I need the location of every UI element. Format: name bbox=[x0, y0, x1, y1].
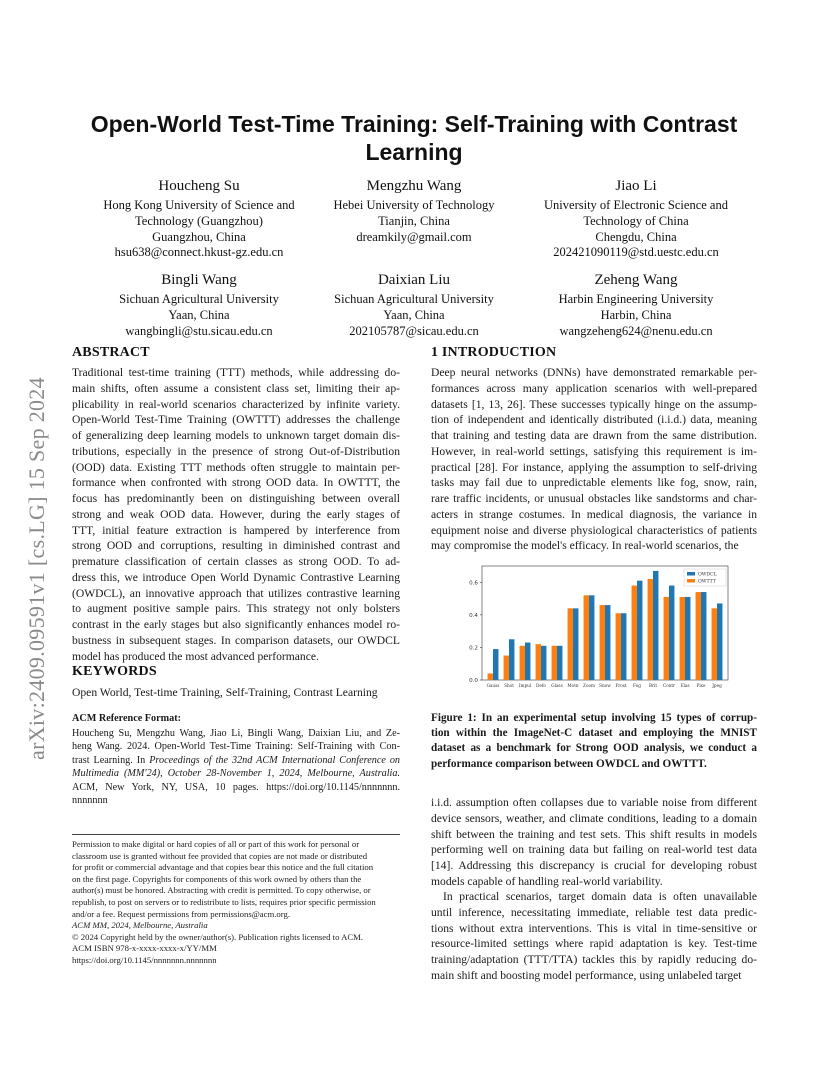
author-name: Houcheng Su bbox=[158, 178, 240, 194]
author-name: Mengzhu Wang bbox=[366, 178, 462, 194]
author-block bbox=[521, 270, 751, 339]
author-location: Guangzhou, China bbox=[152, 229, 246, 244]
intro-line: acters in strange costumes. In medical diagnosis, the variance in bbox=[431, 507, 757, 521]
acm-ref-line: nnnnnnn bbox=[72, 794, 108, 806]
footnote-line: classroom use is granted without fee provided that copies are not made or distributed bbox=[72, 850, 368, 861]
bar-owttt bbox=[552, 646, 557, 680]
intro-line: tion of independent and identically distributed (i.i.d.) data, meaning bbox=[431, 413, 757, 427]
caption-line: performance comparison between OWDCL and OWTTT. bbox=[431, 757, 707, 770]
intro-line: equipment noise and diverse physiological characteristics of patients bbox=[431, 523, 757, 537]
abstract-line: plicability in real-world scenarios characterized by infinite variety. bbox=[72, 397, 400, 411]
x-tick-label: Jpeg bbox=[712, 683, 722, 688]
intro-paragraph-1 bbox=[431, 365, 757, 554]
abstract-line: Traditional test-time training (TTT) methods, while addressing do- bbox=[72, 366, 400, 379]
abstract-line: main shifts, often assume a consistent class set, limiting their ap- bbox=[72, 381, 400, 395]
bar-owdcl bbox=[557, 646, 562, 680]
y-tick-label: 0.2 bbox=[469, 645, 478, 652]
author-email: wangbingli@stu.sicau.edu.cn bbox=[125, 323, 273, 338]
legend-swatch bbox=[687, 572, 695, 576]
intro-line: i.i.d. assumption often collapses due to variable noise from different bbox=[431, 796, 757, 809]
bar-owdcl bbox=[637, 581, 642, 680]
author-block bbox=[299, 176, 529, 245]
y-tick-label: 0.4 bbox=[469, 613, 478, 620]
bar-owttt bbox=[616, 613, 621, 680]
introduction-heading: 1 INTRODUCTION bbox=[431, 345, 557, 360]
x-tick-label: Contr bbox=[662, 683, 676, 688]
footnote-line: and/or a fee. Request permissions from permissions@acm.org. bbox=[72, 908, 290, 919]
abstract-line: strong OOD and corruptions, resulting in diminished contrast and bbox=[72, 539, 400, 553]
author-location: Harbin, China bbox=[600, 307, 672, 322]
bar-owdcl bbox=[541, 646, 546, 680]
caption-line: Figure 1: In an experimental setup involving 15 types of corrup- bbox=[431, 712, 757, 724]
bar-owttt bbox=[712, 608, 717, 680]
intro-line: resource-limited settings where rapid adaptation is key. Test-time bbox=[431, 937, 757, 951]
x-tick-label: Zoom bbox=[583, 683, 595, 688]
bar-owdcl bbox=[573, 608, 578, 680]
acm-ref-heading: ACM Reference Format: bbox=[72, 713, 181, 724]
bar-owdcl bbox=[621, 613, 626, 680]
bar-owttt bbox=[504, 656, 509, 680]
intro-line: shift between the training and test sets. This shift results in models bbox=[431, 827, 757, 841]
x-tick-label: Frost bbox=[615, 683, 627, 688]
bar-owdcl bbox=[685, 597, 690, 680]
bar-owdcl bbox=[605, 605, 610, 680]
author-email: dreamkily@gmail.com bbox=[356, 229, 472, 244]
acm-ref-line: Multimedia (MM'24), October 28-November 1, 2024, Melbourne, Australia. bbox=[72, 768, 400, 780]
intro-line: In practical scenarios, target domain data is often unavailable bbox=[443, 890, 757, 903]
abstract-heading: ABSTRACT bbox=[72, 345, 150, 360]
bar-owttt bbox=[488, 673, 493, 680]
y-tick-label: 0.0 bbox=[469, 678, 478, 685]
author-email: 202105787@sicau.edu.cn bbox=[349, 323, 479, 338]
acm-ref-proceedings: Proceedings of the 32nd ACM International Conference on bbox=[149, 754, 401, 766]
bar-owttt bbox=[648, 579, 653, 680]
bar-owttt bbox=[584, 595, 589, 680]
title-line: Open-World Test-Time Training: Self-Training with Contrast bbox=[90, 111, 738, 137]
intro-line: device sensors, weather, and climate conditions, leading to a domain bbox=[431, 811, 757, 825]
abstract-line: contrast in the early stages but also significantly enhances model ro- bbox=[72, 618, 400, 631]
author-block bbox=[299, 270, 529, 339]
footnote-rule bbox=[72, 834, 400, 835]
acm-ref-line-start: trast Learning. In bbox=[72, 754, 150, 766]
bar-chart-figure bbox=[456, 560, 736, 695]
bar-owttt bbox=[568, 608, 573, 680]
x-tick-label: Snow bbox=[599, 683, 611, 688]
intro-line: formances across many application scenarios with well-prepared bbox=[431, 381, 757, 395]
intro-line: tions without extra interventions. This is vital in time-sensitive or bbox=[431, 921, 757, 935]
abstract-line: bustness in subsequent stages. In comparison datasets, our OWDCL bbox=[72, 633, 400, 647]
copyright-footnote bbox=[72, 839, 376, 967]
author-location: Tianjin, China bbox=[378, 213, 450, 228]
abstract-line: focus has predominantly been on distinguishing between overall bbox=[72, 492, 400, 505]
abstract-body bbox=[72, 365, 400, 664]
bar-owdcl bbox=[701, 592, 706, 680]
footnote-line: author(s) must be honored. Abstracting with credit is permitted. To copy otherwise, or bbox=[72, 885, 371, 896]
bar-owttt bbox=[680, 597, 685, 680]
x-tick-label: Motn bbox=[567, 683, 579, 688]
author-email: wangzeheng624@nenu.edu.cn bbox=[559, 323, 713, 338]
legend-label: OWTTT bbox=[698, 579, 716, 585]
x-tick-label: Glass bbox=[551, 683, 563, 688]
legend-swatch bbox=[687, 579, 695, 583]
intro-line: until inference, necessitating immediate, reliable test data predic- bbox=[431, 905, 757, 919]
x-tick-label: Impul bbox=[518, 683, 532, 688]
footnote-line: © 2024 Copyright held by the owner/author(s). Publication rights licensed to ACM. bbox=[72, 931, 364, 942]
abstract-line: strong and weak OOD data. However, during the early stages of bbox=[72, 507, 400, 521]
author-affiliation: Sichuan Agricultural University bbox=[334, 292, 494, 306]
footnote-line: ACM MM, 2024, Melbourne, Australia bbox=[72, 920, 208, 931]
abstract-line: to augment positive sample pairs. This strategy not only bolsters bbox=[72, 602, 400, 616]
intro-line: tasks may fail due to unpredictable elements like fog, snow, rain, bbox=[431, 476, 757, 490]
keywords-heading: KEYWORDS bbox=[72, 664, 157, 679]
abstract-line: of generalizing deep learning models to unknown target domain dis- bbox=[72, 429, 400, 442]
bar-owdcl bbox=[669, 586, 674, 680]
intro-line: [14]. Addressing this discrepancy is crucial for developing robust bbox=[431, 859, 757, 872]
author-affiliation: Technology of China bbox=[583, 213, 689, 228]
author-affiliation: Hong Kong University of Science and bbox=[103, 198, 295, 212]
x-tick-label: Elas bbox=[680, 683, 690, 688]
intro-line: main shift and boosting model performance, using unlabeled target bbox=[431, 968, 742, 982]
acm-ref-line: heng Wang. 2024. Open-World Test-Time Training: Self-Training with Con- bbox=[72, 741, 400, 753]
title-line: Learning bbox=[365, 139, 463, 165]
abstract-line: formance when confronted with strong OOD data. In OWTTT, the bbox=[72, 476, 400, 490]
paper-title bbox=[80, 110, 748, 166]
legend-label: OWDCL bbox=[698, 572, 717, 578]
intro-line: rare traffic incidents, or unusual obstacles like sandstorms and char- bbox=[431, 492, 757, 505]
caption-line: dataset as a benchmark for Strong OOD analysis, we conduct a bbox=[431, 742, 757, 755]
caption-line: tion within the ImageNet-C dataset and employing the MNIST bbox=[431, 727, 757, 740]
intro-paragraph-2 bbox=[431, 889, 757, 984]
y-tick-label: 0.6 bbox=[469, 580, 478, 587]
bar-owttt bbox=[696, 592, 701, 680]
acm-ref-body bbox=[72, 727, 400, 807]
bar-owttt bbox=[632, 586, 637, 680]
x-tick-label: Fog bbox=[633, 683, 641, 688]
intro-line: models capable of handling real-world variability. bbox=[431, 874, 663, 888]
bar-owttt bbox=[664, 597, 669, 680]
intro-line: may compromise the model's efficacy. In real-world scenarios, the bbox=[431, 539, 739, 553]
author-name: Jiao Li bbox=[615, 178, 657, 194]
abstract-line: premature classification of certain classes as strong OOD. To ad- bbox=[72, 555, 400, 568]
abstract-line: TTT, initial feature extraction is hampered by interference from bbox=[72, 523, 400, 537]
footnote-line: Permission to make digital or hard copies of all or part of this work for personal or bbox=[72, 839, 360, 849]
footnote-line: on the first page. Copyrights for components of this work owned by others than the bbox=[72, 873, 362, 884]
author-location: Yaan, China bbox=[168, 307, 230, 322]
figure-caption bbox=[431, 711, 757, 772]
keywords-line: Open World, Test-time Training, Self-Training, Contrast Learning bbox=[72, 686, 378, 699]
x-tick-label: Brit bbox=[648, 683, 658, 688]
author-name: Daixian Liu bbox=[377, 272, 451, 288]
bar-owttt bbox=[600, 605, 605, 680]
author-name: Zeheng Wang bbox=[594, 272, 678, 288]
bar-owttt bbox=[536, 644, 541, 680]
footnote-line: republish, to post on servers or to redistribute to lists, requires prior specific permission bbox=[72, 896, 376, 907]
intro-line: training/adaptation (TTT/TTA) tackles this by rapidly reducing do- bbox=[431, 953, 757, 966]
bar-owdcl bbox=[493, 649, 498, 680]
intro-line: datasets [1, 13, 26]. These successes typically hinge on the assump- bbox=[431, 397, 757, 411]
author-block bbox=[84, 270, 314, 339]
x-tick-label: Gauss bbox=[486, 683, 500, 688]
x-tick-label: Shot bbox=[504, 683, 514, 688]
author-affiliation: Hebei University of Technology bbox=[333, 198, 495, 212]
keywords-text bbox=[72, 685, 400, 701]
footnote-line: https://doi.org/10.1145/nnnnnnn.nnnnnnn bbox=[72, 954, 217, 965]
bar-owdcl bbox=[717, 603, 722, 680]
intro-line: that training and testing data are drawn from the same distribution. bbox=[431, 429, 757, 442]
acm-ref-line: ACM, New York, NY, USA, 10 pages. https://doi.org/10.1145/nnnnnnn. bbox=[72, 781, 400, 793]
author-email: hsu638@connect.hkust-gz.edu.cn bbox=[114, 245, 284, 260]
footnote-line: for profit or commercial advantage and that copies bear this notice and the full citation bbox=[72, 862, 374, 873]
author-name: Bingli Wang bbox=[161, 272, 237, 288]
bar-owttt bbox=[520, 646, 525, 680]
bar-owdcl bbox=[589, 595, 594, 680]
x-tick-label: Defo bbox=[536, 683, 546, 688]
abstract-line: (OOD) data. Existing TTT methods often struggle to maintain per- bbox=[72, 460, 400, 474]
author-affiliation: University of Electronic Science and bbox=[544, 198, 728, 212]
abstract-line: dress this, we introduce Open World Dynamic Contrastive Learning bbox=[72, 570, 400, 584]
author-affiliation: Sichuan Agricultural University bbox=[119, 292, 279, 306]
footnote-line: ACM ISBN 978-x-xxxx-xxxx-x/YY/MM bbox=[72, 943, 217, 954]
abstract-line: model has produced the most advanced performance. bbox=[72, 649, 319, 663]
abstract-line: tributions, especially in the presence of strong Out-of-Distribution bbox=[72, 444, 400, 458]
author-block bbox=[84, 176, 314, 261]
bar-owdcl bbox=[525, 643, 530, 680]
author-affiliation: Technology (Guangzhou) bbox=[135, 213, 263, 228]
author-location: Chengdu, China bbox=[595, 229, 677, 244]
author-affiliation: Harbin Engineering University bbox=[558, 292, 714, 306]
arxiv-identifier: arXiv:2409.09591v1 [cs.LG] 15 Sep 2024 bbox=[24, 377, 49, 760]
bar-owdcl bbox=[653, 571, 658, 680]
acm-ref-line bbox=[72, 754, 400, 767]
bar-owdcl bbox=[509, 639, 514, 680]
author-location: Yaan, China bbox=[383, 307, 445, 322]
x-tick-label: Pixe bbox=[696, 683, 706, 688]
intro-paragraph-1-continued bbox=[431, 795, 757, 890]
abstract-line: (OWDCL), an innovative approach that utilizes contrastive learning bbox=[72, 586, 400, 600]
acm-ref-line: Houcheng Su, Mengzhu Wang, Jiao Li, Bingli Wang, Daixian Liu, and Ze- bbox=[72, 728, 400, 739]
author-email: 202421090119@std.uestc.edu.cn bbox=[553, 245, 719, 260]
intro-line: performing well on training data but failing on real-world test data bbox=[431, 843, 757, 857]
intro-line: However, in real-world settings, satisfying this requirement is im- bbox=[431, 444, 757, 458]
author-block bbox=[521, 176, 751, 261]
intro-line: practical [28]. For instance, applying the assumption to self-driving bbox=[431, 460, 757, 474]
intro-line: Deep neural networks (DNNs) have demonstrated remarkable per- bbox=[431, 366, 757, 379]
abstract-line: Open-World Test-Time Training (OWTTT) addresses the challenge bbox=[72, 413, 400, 427]
